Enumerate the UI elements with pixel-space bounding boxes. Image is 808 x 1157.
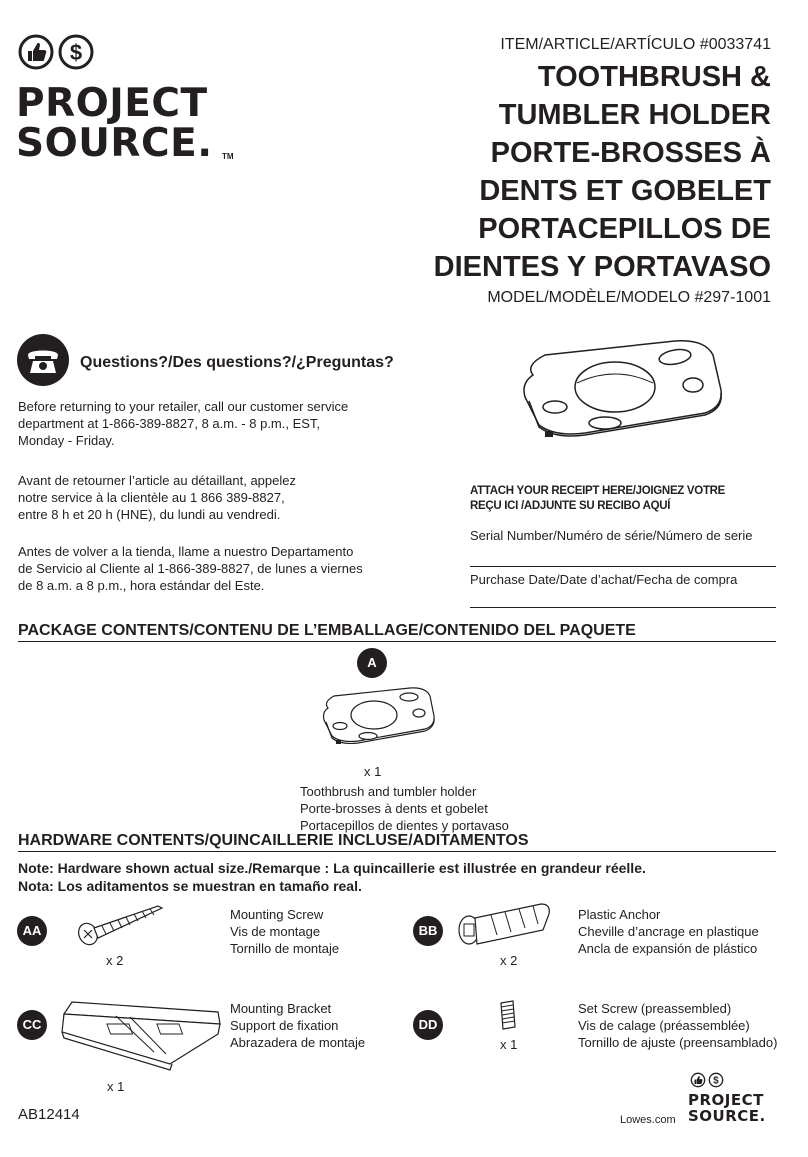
telephone-icon bbox=[17, 334, 69, 386]
text-line: notre service à la clientèle au 1 866 389-8827, bbox=[18, 490, 285, 505]
svg-text:$: $ bbox=[69, 40, 83, 65]
set-screw-illustration bbox=[497, 999, 519, 1033]
package-divider bbox=[18, 641, 776, 642]
text-line: department at 1-866-389-8827, 8 a.m. - 8 p.m., EST, bbox=[18, 416, 321, 431]
text-line: ATTACH YOUR RECEIPT HERE/JOIGNEZ VOTRE bbox=[470, 485, 726, 497]
title-line: PORTACEPILLOS DE bbox=[478, 213, 771, 245]
hardware-divider bbox=[18, 851, 776, 852]
questions-english bbox=[18, 398, 348, 449]
text-line: Monday - Friday. bbox=[18, 433, 115, 448]
purchase-date-label: Purchase Date/Date d’achat/Fecha de compra bbox=[470, 572, 738, 587]
text-line: Tornillo de ajuste (preensamblado) bbox=[578, 1035, 778, 1050]
text-line: REÇU ICI /ADJUNTE SU RECIBO AQUÍ bbox=[470, 500, 671, 512]
text-line: Before returning to your retailer, call our customer service bbox=[18, 399, 349, 414]
part-aa-quantity: x 2 bbox=[106, 953, 124, 968]
purchase-date-line bbox=[470, 607, 776, 608]
part-a-names bbox=[300, 783, 509, 834]
thumbs-up-icon bbox=[690, 1072, 706, 1088]
serial-number-label: Serial Number/Numéro de série/Número de serie bbox=[470, 528, 753, 543]
part-cc-badge: CC bbox=[17, 1010, 47, 1040]
text-line: Antes de volver a la tienda, llame a nuestro Departamento bbox=[18, 544, 354, 559]
footer-logo-line1: PROJECT bbox=[688, 1091, 764, 1109]
thumbs-up-icon bbox=[18, 34, 54, 70]
text-line: Ancla de expansión de plástico bbox=[578, 941, 758, 956]
text-line: Cheville d’ancrage en plastique bbox=[578, 924, 759, 939]
text-line: de 8 a.m. a 8 p.m., hora estándar del Este. bbox=[18, 578, 265, 593]
model-number: MODEL/MODÈLE/MODELO #297-1001 bbox=[487, 289, 771, 306]
footer-logo-line2: SOURCE. bbox=[688, 1107, 766, 1125]
dollar-icon bbox=[708, 1072, 724, 1088]
part-a-badge: A bbox=[357, 648, 387, 678]
text-line: Mounting Screw bbox=[230, 907, 324, 922]
part-cc-names bbox=[230, 1000, 365, 1051]
questions-french bbox=[18, 472, 296, 523]
text-line: Note: Hardware shown actual size./Remarque : La quincaillerie est illustrée en grandeur réelle. bbox=[18, 860, 646, 876]
part-a-illustration bbox=[318, 684, 438, 748]
text-line: Nota: Los aditamentos se muestran en tamaño real. bbox=[18, 878, 362, 894]
part-bb-quantity: x 2 bbox=[500, 953, 518, 968]
brand-name-line1: PROJECT bbox=[16, 81, 208, 126]
text-line: Vis de calage (préassemblée) bbox=[578, 1018, 750, 1033]
item-number: ITEM/ARTICLE/ARTÍCULO #0033741 bbox=[500, 36, 771, 53]
text-line: Tornillo de montaje bbox=[230, 941, 340, 956]
questions-spanish bbox=[18, 543, 363, 594]
title-line: DIENTES Y PORTAVASO bbox=[433, 251, 771, 283]
part-bb-names bbox=[578, 906, 759, 957]
title-line: DENTS ET GOBELET bbox=[479, 175, 771, 207]
receipt-heading bbox=[470, 484, 725, 514]
part-aa-badge: AA bbox=[17, 916, 47, 946]
hardware-note bbox=[18, 859, 646, 895]
trademark: TM bbox=[222, 152, 234, 161]
part-bb-badge: BB bbox=[413, 916, 443, 946]
text-line: Mounting Bracket bbox=[230, 1001, 332, 1016]
text-line: Vis de montage bbox=[230, 924, 321, 939]
serial-number-line bbox=[470, 566, 776, 567]
text-line: Toothbrush and tumbler holder bbox=[300, 784, 477, 799]
hardware-contents-heading: HARDWARE CONTENTS/QUINCAILLERIE INCLUSE/ADITAMENTOS bbox=[18, 832, 529, 849]
brand-name-line2: SOURCE. bbox=[16, 121, 213, 166]
text-line: Porte-brosses à dents et gobelet bbox=[300, 801, 488, 816]
text-line: Avant de retourner l’article au détaillant, appelez bbox=[18, 473, 296, 488]
package-contents-heading: PACKAGE CONTENTS/CONTENU DE L’EMBALLAGE/CONTENIDO DEL PAQUETE bbox=[18, 622, 636, 639]
part-dd-quantity: x 1 bbox=[500, 1037, 518, 1052]
title-line: PORTE-BROSSES À bbox=[490, 137, 771, 169]
title-line: TOOTHBRUSH & bbox=[537, 61, 771, 93]
part-dd-names bbox=[578, 1000, 777, 1051]
plastic-anchor-illustration bbox=[455, 896, 555, 950]
part-a-quantity: x 1 bbox=[364, 764, 382, 779]
text-line: Abrazadera de montaje bbox=[230, 1035, 366, 1050]
questions-heading: Questions?/Des questions?/¿Preguntas? bbox=[80, 354, 394, 371]
text-line: entre 8 h et 20 h (HNE), du lundi au vendredi. bbox=[18, 507, 281, 522]
website: Lowes.com bbox=[620, 1114, 676, 1126]
part-aa-names bbox=[230, 906, 339, 957]
document-code: AB12414 bbox=[18, 1106, 80, 1123]
brand-logo bbox=[18, 34, 248, 174]
dollar-icon bbox=[58, 34, 94, 70]
product-illustration bbox=[515, 335, 735, 445]
part-cc-quantity: x 1 bbox=[107, 1079, 125, 1094]
svg-text:$: $ bbox=[713, 1075, 719, 1087]
text-line: Plastic Anchor bbox=[578, 907, 661, 922]
product-title bbox=[434, 58, 771, 286]
mounting-bracket-illustration bbox=[58, 994, 226, 1074]
text-line: Portacepillos de dientes y portavaso bbox=[300, 818, 509, 833]
text-line: de Servicio al Cliente al 1-866-389-8827, de lunes a viernes bbox=[18, 561, 363, 576]
text-line: Support de fixation bbox=[230, 1018, 339, 1033]
part-dd-badge: DD bbox=[413, 1010, 443, 1040]
text-line: Set Screw (preassembled) bbox=[578, 1001, 732, 1016]
mounting-screw-illustration bbox=[72, 900, 168, 950]
footer-logo bbox=[688, 1072, 774, 1128]
title-line: TUMBLER HOLDER bbox=[498, 99, 771, 131]
